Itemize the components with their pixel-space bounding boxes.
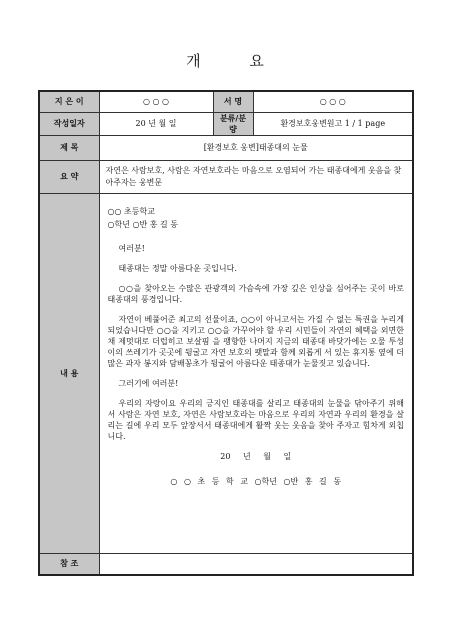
date-label: 작성일자 — [39, 112, 99, 135]
summary-value: 자연은 사람보호, 사람은 자연보호라는 마음으로 오염되어 가는 태종대에게 웃음을 찾아주자는 웅변문 — [99, 160, 413, 193]
reference-label: 참 조 — [39, 553, 99, 575]
closing-date: 20 년 월 일 — [220, 451, 292, 461]
summary-label: 요 약 — [39, 160, 99, 193]
subject-label: 제 목 — [39, 135, 99, 160]
author-value: ○ ○ ○ — [99, 91, 213, 112]
page-title: 개 요 — [186, 52, 286, 70]
date-value: 20 년 월 일 — [99, 112, 213, 135]
content-body — [99, 193, 413, 553]
paragraph-scenery: ○○을 찾아오는 수많은 관광객의 가슴속에 가장 깊은 인상을 심어주는 곳이 바로 태종대의 풍경입니다. — [107, 283, 404, 304]
content-row — [39, 193, 413, 553]
closing-signature: ○ ○ 초 등 학 교 ○학년 ○반 홍 길 동 — [170, 476, 342, 486]
summary-form-table — [38, 90, 414, 576]
author-row — [39, 91, 413, 112]
subject-row — [39, 135, 413, 160]
category-label: 분류/분량 — [213, 112, 253, 135]
name-value: ○ ○ ○ — [253, 91, 413, 112]
name-label: 서 명 — [213, 91, 253, 112]
student-line: ○학년 ○반 홍 길 동 — [107, 219, 179, 229]
paragraph-transition: 그러기에 여러분! — [118, 378, 179, 388]
author-label: 지 은 이 — [39, 91, 99, 112]
paragraph-problem: 자연이 베풀어준 최고의 선물이죠, ○○이 아니고서는 가질 수 없는 특권을 누리게 되었습니다만 ○○을 지키고 ○○을 가꾸어야 할 우리 시민들이 자연의 혜택을 외면한 채 제멋대로 더럽히고 보살핌 을 팽향한 나머지 지금의 태종대 바닷가에는 오물 투성이의 쓰레기가 곳곳에 뒹굴고 자연 보호의 팻말과 함께 외롭게 서 있는 휴지통 옆에 더 많은 과자 봉지와 담배꽁초가 뒹굴어 아름다운 태종대가 눈물짓고 있습니다. — [107, 314, 404, 368]
school-line: ○○ 초등학교 — [107, 206, 155, 216]
content-label: 내 용 — [39, 193, 99, 553]
paragraph-greeting: 여러분! — [118, 243, 145, 253]
summary-row — [39, 160, 413, 193]
reference-value — [99, 553, 413, 575]
paragraph-appeal: 우리의 자랑이요 우리의 긍지인 태종대를 살리고 태종대의 눈물을 닦아주기 위해서 사람은 자연 보호, 자연은 사람보호라는 마음으로 우리의 자연과 우리의 환경을 살리는 길에 우리 모두 앞장서서 태종대에게 활짝 웃는 웃음을 찾아 주자고 힘차게 외칩니다. — [107, 398, 404, 441]
paragraph-intro: 태종대는 정말 아름다운 곳입니다. — [118, 263, 237, 273]
subject-value: [환경보호 웅변]태종대의 눈물 — [99, 135, 413, 160]
category-value: 환경보호웅변원고 1 / 1 page — [253, 112, 413, 135]
date-row — [39, 112, 413, 135]
reference-row — [39, 553, 413, 575]
